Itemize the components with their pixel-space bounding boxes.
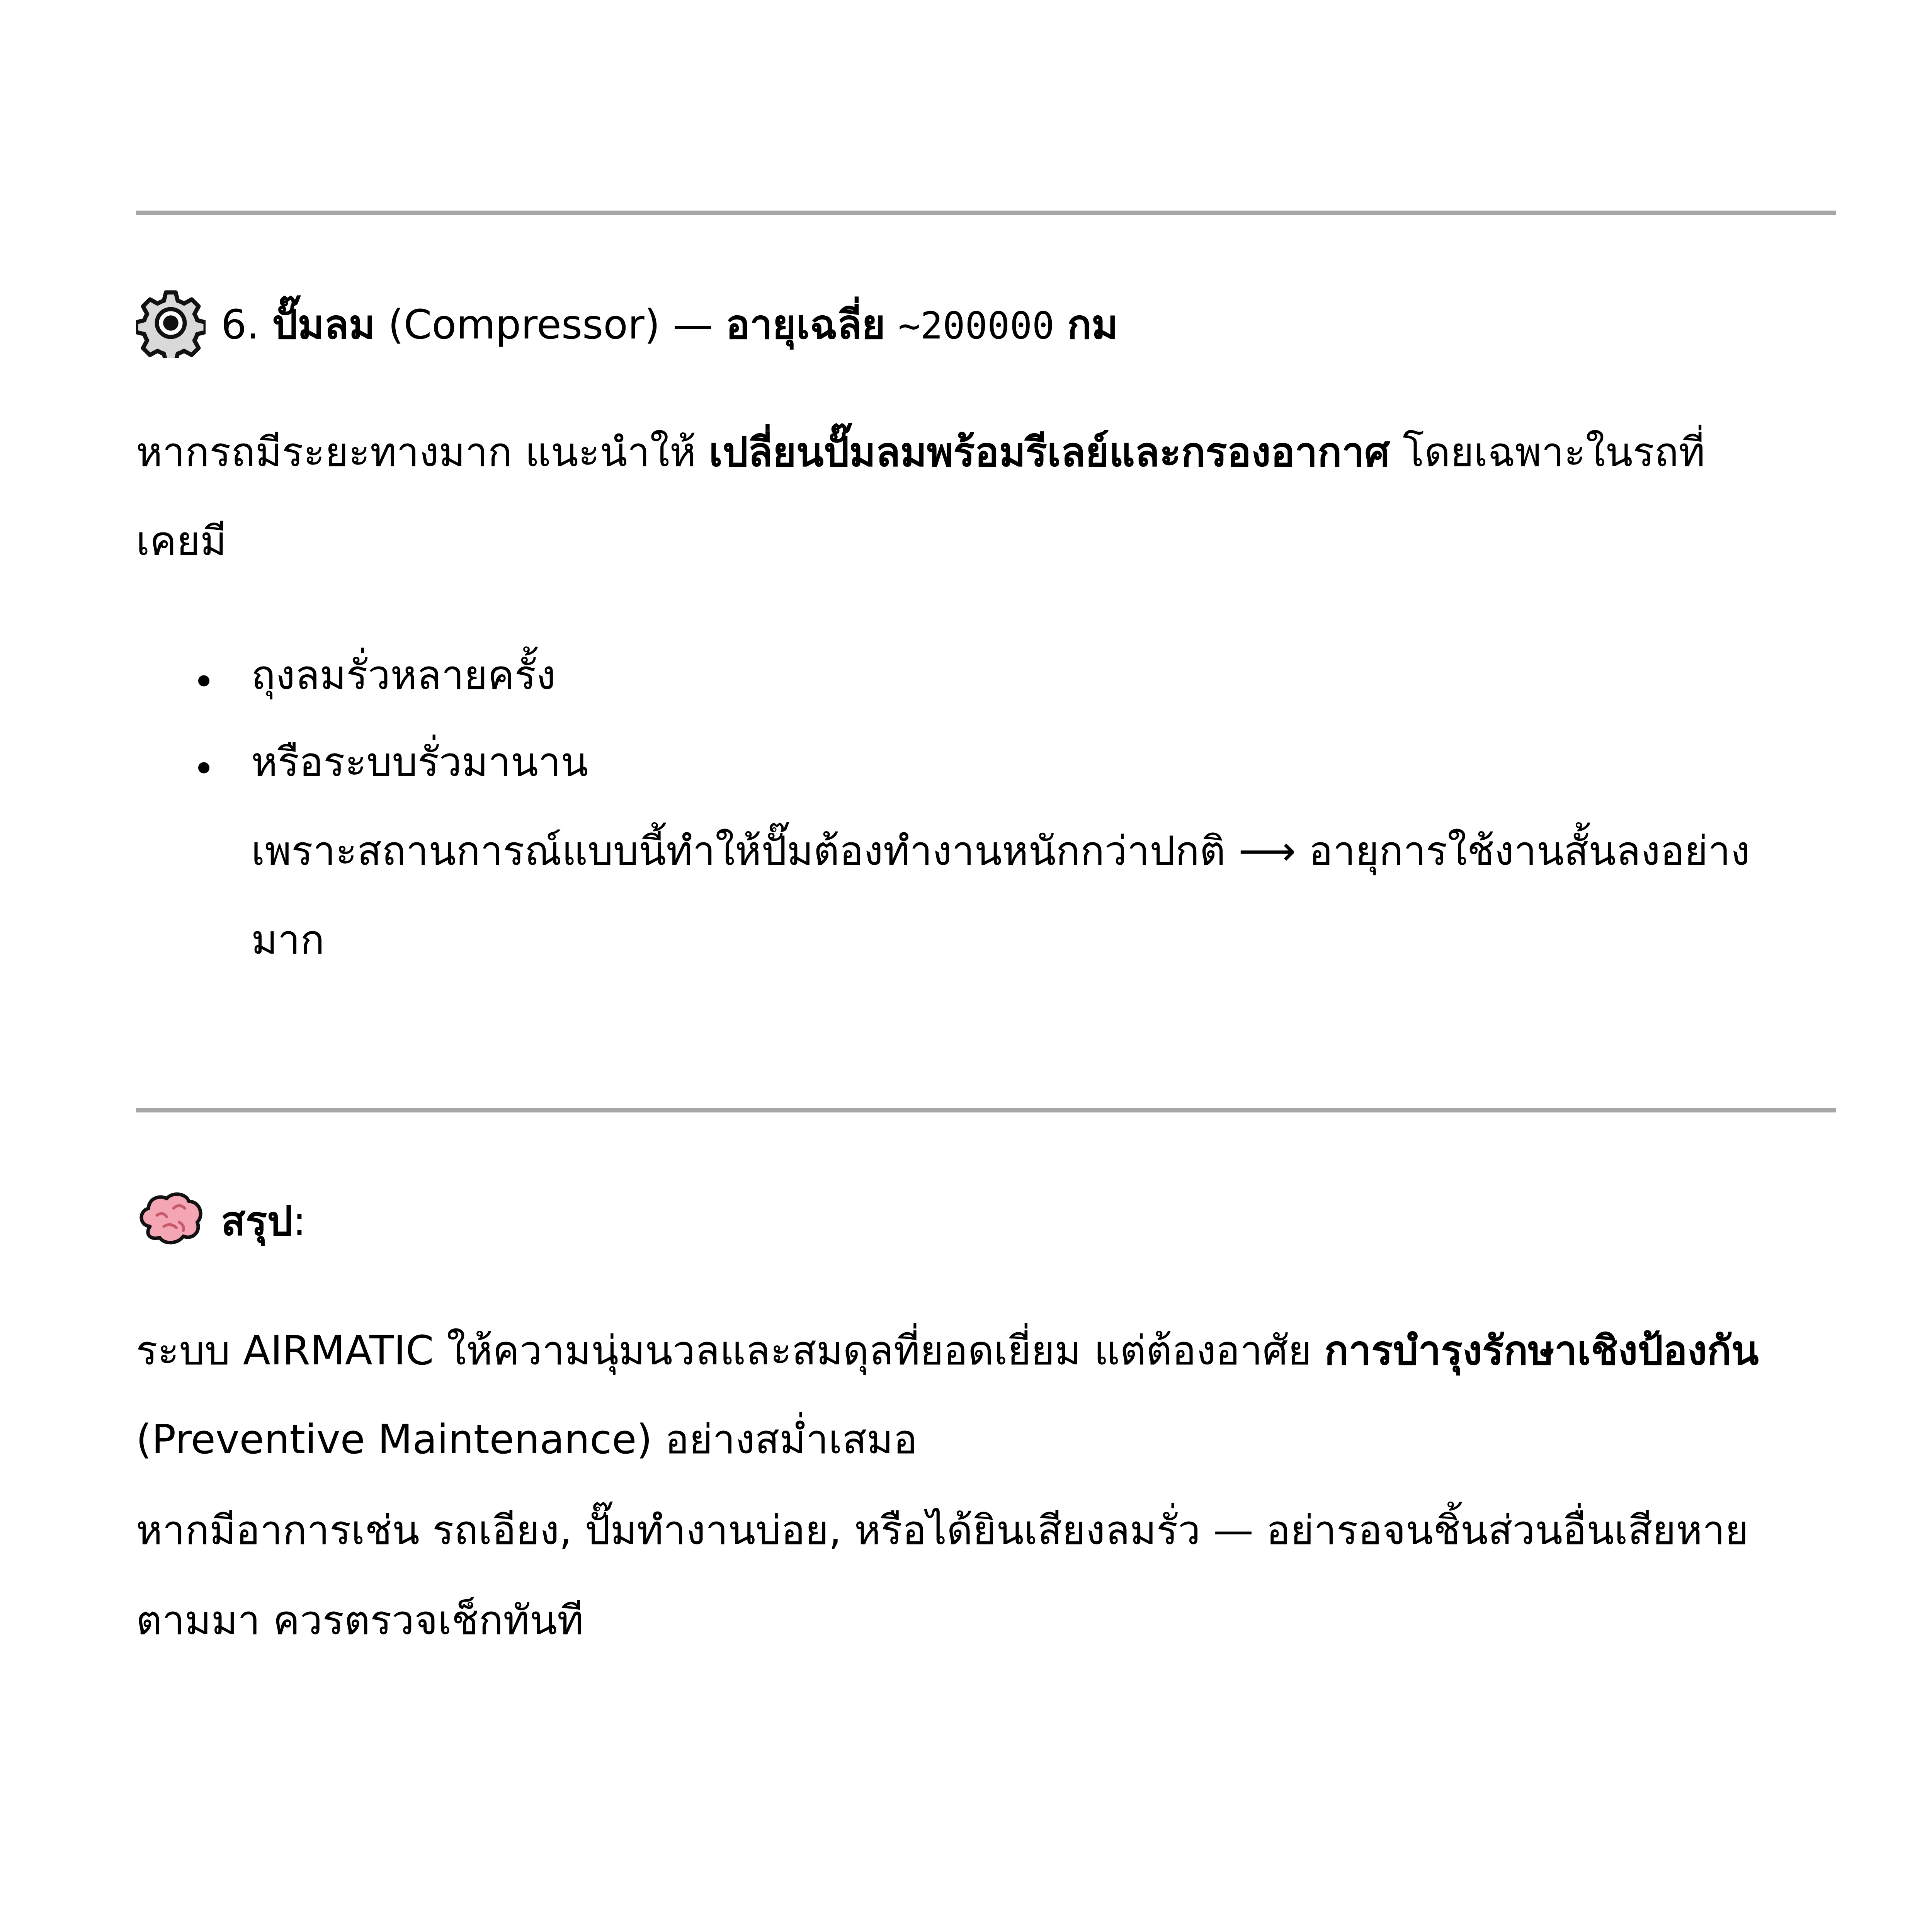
lifespan-unit: กม [1067, 301, 1118, 348]
summary-heading [136, 1182, 1844, 1260]
list-item: ถุงลมรั่วหลายครั้ง [251, 651, 556, 699]
summary-text: ระบบ AIRMATIC ให้ความนุ่มนวลและสมดุลที่ยอดเยี่ยม แต่ต้องอาศัย [136, 1327, 1312, 1374]
summary-line: หากมีอาการเช่น รถเอียง, ปั๊มทำงานบ่อย, หรือได้ยินเสียงลมรั่ว — อย่ารอจนชิ้นส่วนอื่นเสียหาย [136, 1507, 1749, 1554]
summary-line: ตามมา ควรตรวจเช็กทันที [136, 1597, 584, 1644]
list-item-continuation: เพราะสถานการณ์แบบนี้ทำให้ปั๊มต้องทำงานหนักกว่าปกติ ⟶ อายุการใช้งานสั้นลงอย่าง [251, 827, 1750, 874]
horizontal-rule [136, 1108, 1836, 1112]
summary-title-colon: : [293, 1197, 306, 1245]
section-heading [136, 286, 1844, 364]
lifespan-label: อายุเฉลี่ย [726, 301, 886, 348]
section-number: 6. [221, 301, 260, 348]
paragraph-line [136, 423, 1844, 481]
horizontal-rule [136, 211, 1836, 215]
summary-title: สรุป [221, 1197, 293, 1245]
list-item: หรือระบบรั่วมานาน [251, 738, 588, 786]
section-title-english: (Compressor) — [388, 301, 713, 348]
bullet-marker: • [192, 746, 215, 791]
summary-emphasis: การบำรุงรักษาเชิงป้องกัน [1324, 1327, 1759, 1374]
summary-line [136, 1321, 1844, 1379]
summary-line: (Preventive Maintenance) อย่างสม่ำเสมอ [136, 1416, 918, 1463]
lifespan-value: ~200000 [898, 304, 1054, 347]
brain-icon [136, 1185, 206, 1254]
list-item-continuation: มาก [251, 916, 325, 963]
paragraph-text: หากรถมีระยะทางมาก แนะนำให้ [136, 429, 696, 476]
paragraph-line: เคยมี [136, 517, 227, 565]
gear-icon [136, 288, 206, 358]
paragraph-emphasis: เปลี่ยนปั๊มลมพร้อมรีเลย์และกรองอากาศ [709, 429, 1390, 476]
bullet-marker: • [192, 659, 215, 704]
section-title: ปั๊มลม [272, 301, 376, 348]
paragraph-text: โดยเฉพาะในรถที่ [1403, 429, 1705, 476]
